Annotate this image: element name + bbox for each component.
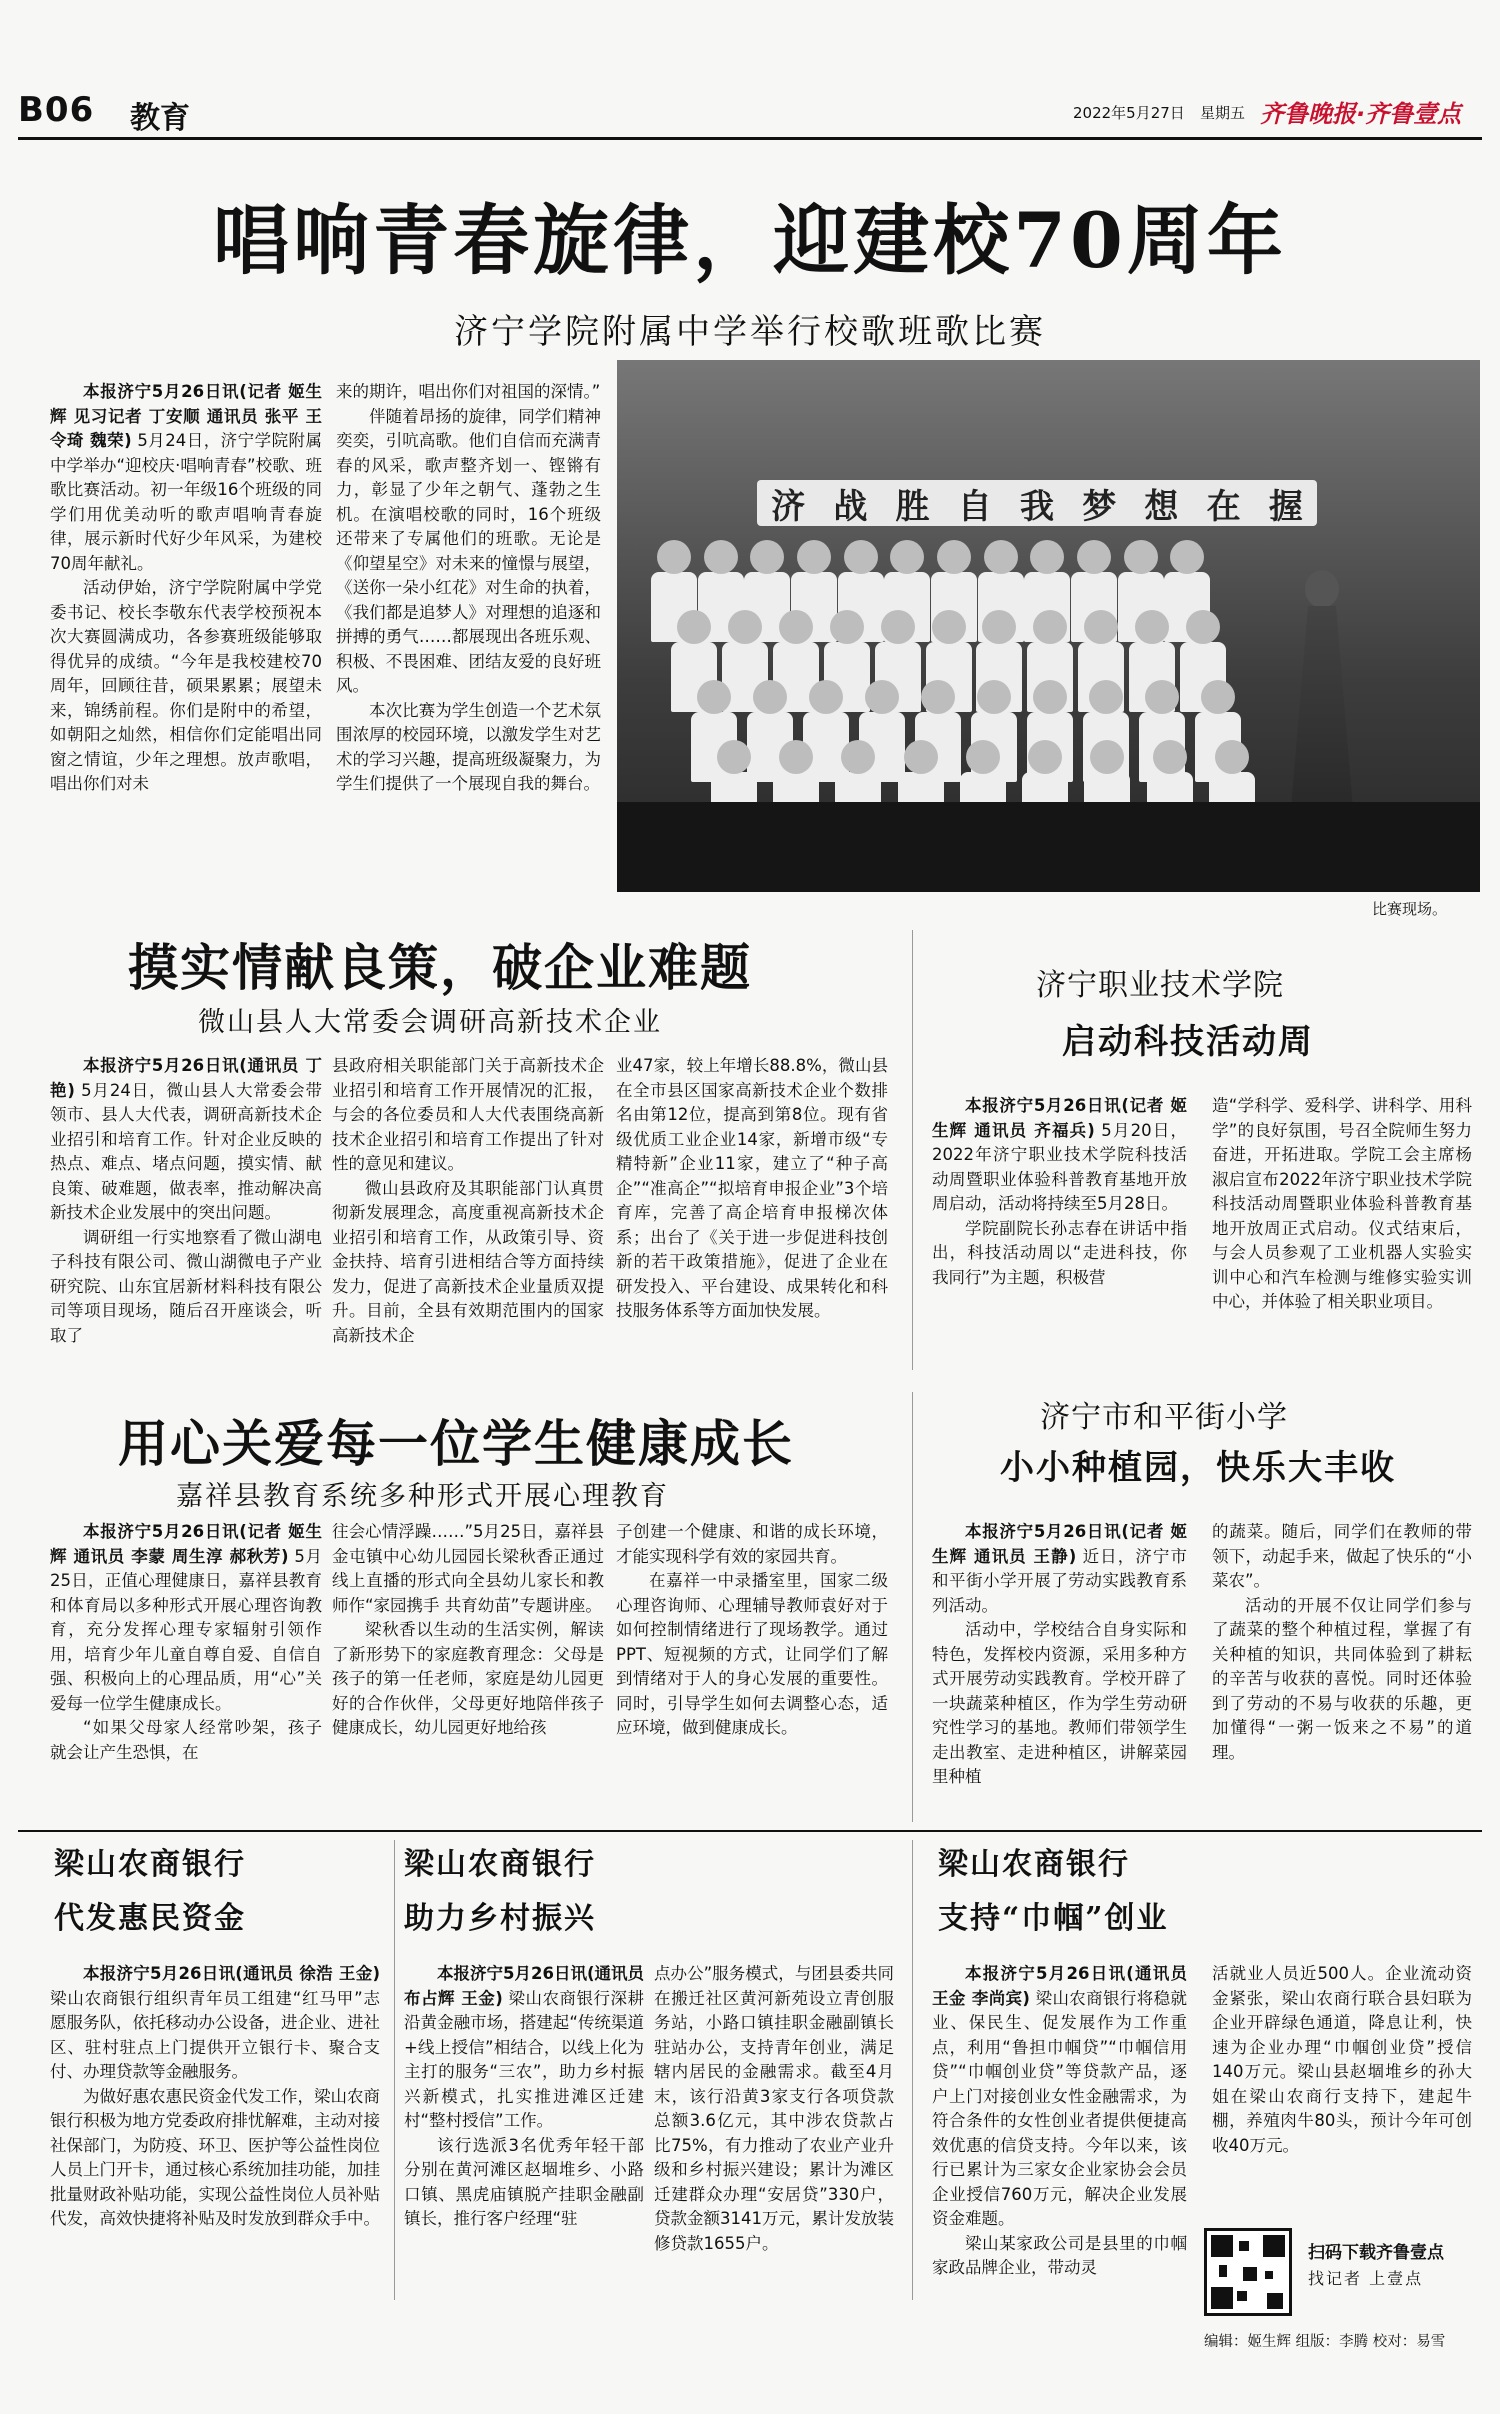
byline: 本报济宁5月26日讯(记者 姬生辉 通讯员 齐福兵) <box>932 1096 1187 1140</box>
paragraph: 伴随着昂扬的旋律，同学们精神奕奕，引吭高歌。他们自信而充满青春的风采，歌声整齐划一、铿锵有力，彰显了少年之朝气、蓬勃之生机。在演唱校歌的同时，16个班级还带来了专属他们的班歌。无论是《仰望星空》对未来的憧憬与展望，《送你一朵小红花》对生命的执着，《我们都是追梦人》对理想的追逐和拼搏的勇气……都展现出各班乐观、积极、不畏困难、团结友爱的良好班风。 <box>336 406 601 695</box>
byline: 本报济宁5月26日讯(通讯员 徐浩 王金) <box>83 1964 380 1983</box>
singer-head <box>881 610 915 644</box>
column-divider <box>394 1840 395 2300</box>
paragraph: 5月24日，济宁学院附属中学举办“迎校庆·唱响青春”校歌、班歌比赛活动。初一年级16个班级的同学们用优美动听的歌声唱响青春旋律，展示新时代好少年风采，为建校70周年献礼。 <box>50 431 322 573</box>
paragraph: 活动中，学校结合自身实际和特色，发挥校内资源，采用多种方式开展劳动实践教育。学校开辟了一块蔬菜种植区，作为学生劳动研究性学习的基地。教师们带领学生走出教室、走进种植区，讲解菜园里种植 <box>932 1620 1187 1786</box>
banner-char: 自 <box>957 486 992 527</box>
paragraph: 该行选派3名优秀年轻干部分别在黄河滩区赵堌堆乡、小路口镇、黑虎庙镇脱产挂职金融副镇长，推行客户经理“驻 <box>404 2135 644 2228</box>
stage-floor <box>617 802 1480 892</box>
bank3-column-1 <box>932 1962 1187 2292</box>
paragraph: 造“学科学、爱科学、讲科学、用科学”的良好氛围，号召全院师生努力奋进，开拓进取。学院工会主席杨淑启宣布2022年济宁职业技术学院科技活动周暨职业体验科普教育基地开放周正式启动。仪式结束后，与会人员参观了工业机器人实验实训中心和汽车检测与维修实验实训中心，并体验了相关职业项目。 <box>1212 1096 1472 1311</box>
byline: 本报济宁5月26日讯(通讯员 布占辉 王金) <box>404 1964 644 2008</box>
bank1-body <box>50 1962 380 2292</box>
brand-logo: 齐鲁晚报·齐鲁壹点 <box>1260 100 1462 128</box>
singer-head <box>921 680 955 714</box>
singer-head <box>890 540 924 574</box>
choir-photo <box>617 360 1480 892</box>
paragraph: 的蔬菜。随后，同学们在教师的带领下，动起手来，做起了快乐的“小菜农”。 <box>1212 1522 1472 1590</box>
paragraph: 梁山农商银行组织青年员工组建“红马甲”志愿服务队，依托移动办公设备，进企业、进社区、驻村驻点上门提供开立银行卡、聚合支付、办理贷款等金融服务。 <box>50 1988 380 2081</box>
lead-column-1 <box>50 380 322 892</box>
singer-head <box>937 540 971 574</box>
qr-title: 扫码下载齐鲁壹点 <box>1308 2243 1444 2263</box>
singer-head <box>1145 680 1179 714</box>
singer-head <box>750 540 784 574</box>
singer-head <box>717 740 751 774</box>
singer-head <box>844 540 878 574</box>
story2-subheadline: 微山县人大常委会调研高新技术企业 <box>198 1007 662 1038</box>
story4-column-2 <box>332 1520 604 1816</box>
lead-column-2 <box>336 380 601 892</box>
paragraph: 近日，济宁市和平街小学开展了劳动实践教育系列活动。 <box>932 1546 1187 1615</box>
singer-head <box>1124 540 1158 574</box>
paragraph: 来的期许，唱出你们对祖国的深情。” <box>336 382 601 401</box>
singer-head <box>977 680 1011 714</box>
singer-head <box>1186 610 1220 644</box>
bank2-headline <box>404 1838 596 1946</box>
story3-column-1 <box>932 1094 1187 1374</box>
story2-headline: 摸实情献良策，破企业难题 <box>128 938 752 997</box>
column-divider <box>912 1840 913 2300</box>
paragraph: 5月24日，微山县人大常委会带领市、县人大代表，调研高新技术企业招引和培育工作。针对企业反映的热点、难点、堵点问题，摸实情、献良策、破难题，做表率，推动解决高新技术企业发展中的突出问题。 <box>50 1080 322 1222</box>
story4-column-1 <box>50 1520 322 1816</box>
paragraph: “如果父母家人经常吵架，孩子就会让产生恐惧，在 <box>50 1718 322 1762</box>
story4-headline: 用心关爱每一位学生健康成长 <box>118 1414 794 1473</box>
headline-line: 梁山农商银行 <box>54 1847 246 1882</box>
story5-headline: 小小种植园，快乐大丰收 <box>1000 1448 1396 1488</box>
lead-subheadline: 济宁学院附属中学举行校歌班歌比赛 <box>454 312 1046 352</box>
singer-head <box>779 610 813 644</box>
singer-head <box>1030 540 1064 574</box>
story3-kicker: 济宁职业技术学院 <box>1036 968 1284 1003</box>
page-masthead <box>18 78 1482 140</box>
headline-line: 代发惠民资金 <box>54 1901 246 1936</box>
paragraph: 活就业人员近500人。企业流动资金紧张，梁山农商行联合县妇联为企业开辟绿色通道，降息让利，快速为企业办理“巾帼创业贷”授信140万元。梁山县赵堌堆乡的孙大姐在梁山农商行支持下，建起牛棚，养殖肉牛80头，预计今年可创收40万元。 <box>1212 1964 1472 2155</box>
issue-date: 2022年5月27日 <box>1073 104 1185 122</box>
paragraph: 子创建一个健康、和谐的成长环境，才能实现科学有效的家园共育。 <box>616 1522 888 1566</box>
singer-head <box>728 610 762 644</box>
story2-column-3 <box>616 1054 888 1372</box>
paragraph: 学院副院长孙志春在讲话中指出，科技活动周以“走进科技，你我同行”为主题，积极营 <box>932 1218 1187 1287</box>
editor-credits: 编辑：姬生辉 组版：李腾 校对：易雪 <box>1204 2334 1446 2350</box>
singer-head <box>984 540 1018 574</box>
page-code: B06 <box>18 90 95 130</box>
story5-column-2 <box>1212 1520 1472 1820</box>
photo-caption: 比赛现场。 <box>1372 900 1448 918</box>
story3-headline: 启动科技活动周 <box>1062 1022 1314 1062</box>
story4-subheadline: 嘉祥县教育系统多种形式开展心理教育 <box>176 1481 669 1512</box>
story5-kicker: 济宁市和平街小学 <box>1040 1400 1288 1435</box>
paragraph: 本次比赛为学生创造一个艺术氛围浓厚的校园环境，以激发学生对艺术的学习兴趣，提高班级凝聚力，为学生们提供了一个展现自我的舞台。 <box>336 700 601 793</box>
paragraph: 为做好惠农惠民资金代发工作，梁山农商银行积极为地方党委政府排忧解难，主动对接社保部门，为防疫、环卫、医护等公益性岗位人员上门开卡，通过核心系统加挂功能，加挂批量财政补贴功能，实现公益性岗位人员补贴代发，高效快捷将补贴及时发放到群众手中。 <box>50 2086 380 2228</box>
column-divider <box>912 930 913 1370</box>
singer-head <box>1135 610 1169 644</box>
paragraph: 5月25日，正值心理健康日，嘉祥县教育和体育局以多种形式开展心理咨询教育，充分发挥心理专家辐射引领作用，培育少年儿童自尊自爱、自信自强、积极向上的心理品质，用“心”关爱每一位学生健康成长。 <box>50 1546 322 1713</box>
qr-code[interactable] <box>1204 2228 1292 2316</box>
singer-head <box>1215 740 1249 774</box>
paragraph: 微山县政府及其职能部门认真贯彻新发展理念，高度重视高新技术企业招引和培育工作，从政策引导、资金扶持、培育引进相结合等方面持续发力，促进了高新技术企业量质双提升。目前，全县有效期范围内的国家高新技术企 <box>332 1178 604 1345</box>
singer-head <box>809 680 843 714</box>
banner-char: 梦 <box>1082 486 1117 527</box>
singer-head <box>904 740 938 774</box>
singer-head <box>1077 540 1111 574</box>
headline-line: 梁山农商银行 <box>404 1847 596 1882</box>
banner-char: 我 <box>1019 486 1054 527</box>
byline: 本报济宁5月26日讯(通讯员 丁艳) <box>50 1056 322 1100</box>
singer-head <box>966 740 1000 774</box>
paragraph: 业47家，较上年增长88.8%，微山县在全市县区国家高新技术企业个数排名由第12位，提高到第8位。现有省级优质工业企业14家，新增市级“专精特新”企业11家，建立了“种子高企”“准高企”“拟培育申报企业”3个培育库，完善了高企培育申报梯次体系；出台了《关于进一步促进科技创新的若干政策措施》，促进了企业在研发投入、平台建设、成果转化和科技服务体系等方面加快发展。 <box>616 1056 888 1320</box>
paragraph: 调研组一行实地察看了微山湖电子科技有限公司、微山湖微电子产业研究院、山东宜居新材料科技有限公司等项目现场，随后召开座谈会，听取了 <box>50 1227 322 1345</box>
singer-head <box>779 740 813 774</box>
story2-column-2 <box>332 1054 604 1372</box>
paragraph: 梁秋香以生动的生活实例，解读了新形势下的家庭教育理念：父母是孩子的第一任老师，家庭是幼儿园更好的合作伙伴，父母更好地陪伴孩子健康成长，幼儿园更好地给孩 <box>332 1620 604 1737</box>
singer-head <box>865 680 899 714</box>
singer-head <box>1153 740 1187 774</box>
story5-column-1 <box>932 1520 1187 1820</box>
paragraph: 活动伊始，济宁学院附属中学党委书记、校长李敬东代表学校预祝本次大赛圆满成功，各参赛班级能够取得优异的成绩。“今年是我校建校70周年，回顾往昔，硕果累累；展望未来，锦绣前程。你们是附中的希望，如朝阳之灿然，相信你们定能唱出同窗之情谊，少年之理想。放声歌唱，唱出你们对未 <box>50 578 322 793</box>
photo-banner <box>757 480 1317 526</box>
banner-char: 想 <box>1144 486 1179 527</box>
byline: 本报济宁5月26日讯(记者 姬生辉 通讯员 王静) <box>932 1522 1187 1566</box>
headline-line: 助力乡村振兴 <box>404 1901 596 1936</box>
singer-head <box>657 540 691 574</box>
qr-subtitle: 找记者 上壹点 <box>1308 2269 1424 2288</box>
paragraph: 梁山农商银行深耕沿黄金融市场，搭建起“传统渠道+线上授信”相结合，以线上化为主打的服务“三农”，助力乡村振兴新模式，扎实推进滩区迁建村“整村授信”工作。 <box>404 1988 644 2130</box>
singer-head <box>1028 740 1062 774</box>
issue-weekday: 星期五 <box>1200 104 1246 122</box>
paragraph: 点办公”服务模式，与团县委共同在搬迁社区黄河新苑设立青创服务站，小路口镇挂职金融副镇长驻站办公，支持青年创业，满足辖内居民的金融需求。截至4月末，该行沿黄3家支行各项贷款总额3.6亿元，其中涉农贷款占比75%，有力推动了农业产业升级和乡村振兴建设；累计为滩区迁建群众办理“安居贷”330户，贷款金额3141万元，累计发放装修贷款1655户。 <box>654 1964 894 2253</box>
singer-head <box>697 680 731 714</box>
paragraph: 5月20日，2022年济宁职业技术学院科技活动周暨职业体验科普教育基地开放周启动，活动将持续至5月28日。 <box>932 1120 1187 1213</box>
byline: 本报济宁5月26日讯(记者 姬生辉 见习记者 丁安顺 通讯员 张平 王令琦 魏荣) <box>50 382 322 450</box>
paragraph: 往会心情浮躁……”5月25日，嘉祥县金屯镇中心幼儿园园长梁秋香正通过线上直播的形式向全县幼儿家长和教师作“家园携手 共育幼苗”专题讲座。 <box>332 1522 604 1615</box>
singer-head <box>1089 680 1123 714</box>
column-divider <box>912 1392 913 1822</box>
bank3-column-2 <box>1212 1962 1472 2222</box>
singer-head <box>753 680 787 714</box>
story2-column-1 <box>50 1054 322 1372</box>
bank2-column-1 <box>404 1962 644 2292</box>
story4-column-3 <box>616 1520 888 1816</box>
section-name: 教育 <box>130 101 190 136</box>
bank1-headline <box>54 1838 246 1946</box>
banner-char: 胜 <box>895 486 930 527</box>
paragraph: 梁山农商银行将稳就业、保民生、促发展作为工作重点，利用“鲁担巾帼贷”“巾帼信用贷”“巾帼创业贷”等贷款产品，逐户上门对接创业女性金融需求，为符合条件的女性创业者提供便捷高效优惠的信贷支持。今年以来，该行已累计为三家女企业家协会会员企业授信760万元，解决企业发展资金难题。 <box>932 1988 1187 2228</box>
byline: 本报济宁5月26日讯(记者 姬生辉 通讯员 李蒙 周生淳 郝秋芳) <box>50 1522 322 1566</box>
headline-line: 梁山农商银行 <box>938 1847 1130 1882</box>
singer-head <box>704 540 738 574</box>
headline-line: 支持“巾帼”创业 <box>938 1901 1169 1936</box>
singer-head <box>797 540 831 574</box>
byline: 本报济宁5月26日讯(通讯员 王金 李尚宾) <box>932 1964 1187 2008</box>
paragraph: 活动的开展不仅让同学们参与了蔬菜的整个种植过程，掌握了有关种植的知识，共同体验到了耕耘的辛苦与收获的喜悦。同时还体验到了劳动的不易与收获的乐趣，更加懂得“一粥一饭来之不易”的道理。 <box>1212 1595 1472 1762</box>
singer-head <box>1033 680 1067 714</box>
banner-char: 在 <box>1206 486 1241 527</box>
lead-headline: 唱响青春旋律，迎建校70周年 <box>213 196 1287 285</box>
singer-head <box>677 610 711 644</box>
paragraph: 县政府相关职能部门关于高新技术企业招引和培育工作开展情况的汇报，与会的各位委员和人大代表围绕高新技术企业招引和培育工作提出了针对性的意见和建议。 <box>332 1056 604 1173</box>
singer-head <box>1170 540 1204 574</box>
paragraph: 在嘉祥一中录播室里，国家二级心理咨询师、心理辅导教师袁好对于如何控制情绪进行了现场教学。通过PPT、短视频的方式，让同学们了解到情绪对于人的身心发展的重要性。同时，引导学生如何去调整心态，适应环境，做到健康成长。 <box>616 1571 888 1737</box>
paragraph: 梁山某家政公司是县里的巾帼家政品牌企业，带动灵 <box>932 2233 1187 2277</box>
singer-head <box>932 610 966 644</box>
section-rule <box>18 1830 1482 1832</box>
singer-head <box>1201 680 1235 714</box>
banner-char: 握 <box>1268 486 1303 527</box>
story3-column-2 <box>1212 1094 1472 1374</box>
bank2-column-2 <box>654 1962 894 2292</box>
bank3-headline <box>938 1838 1169 1946</box>
banner-char: 战 <box>833 486 868 527</box>
singer-head <box>830 610 864 644</box>
banner-char: 济 <box>771 486 806 527</box>
